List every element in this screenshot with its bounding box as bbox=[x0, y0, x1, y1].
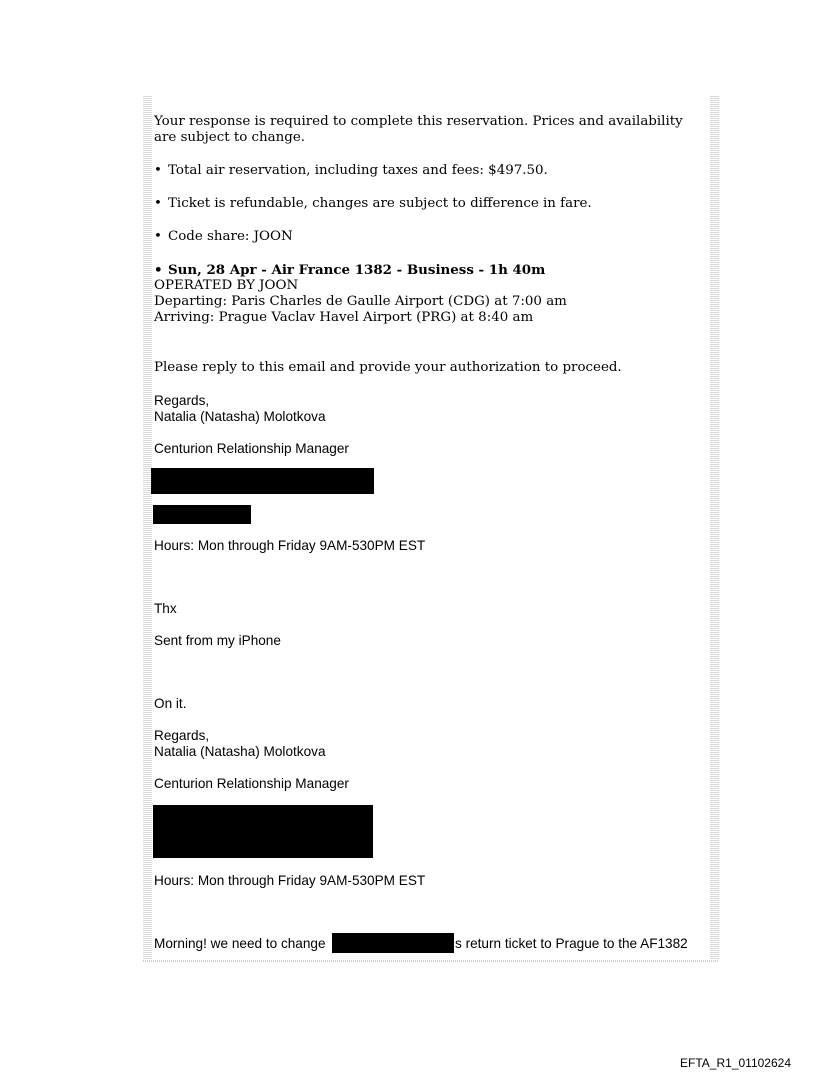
sent-from-iphone: Sent from my iPhone bbox=[154, 633, 281, 648]
bullet-glyph: • bbox=[154, 229, 162, 244]
intro-line-2: are subject to change. bbox=[154, 130, 306, 145]
bullet-glyph: • bbox=[154, 163, 162, 178]
signature-regards: Regards, bbox=[154, 728, 210, 743]
flight-header-text: Sun, 28 Apr - Air France 1382 - Business - 1h 40m bbox=[168, 262, 546, 278]
bullet-item-refundable bbox=[154, 196, 592, 212]
bullet-text: Total air reservation, including taxes and fees: $497.50. bbox=[168, 163, 548, 178]
last-message-before: Morning! we need to change bbox=[154, 936, 326, 951]
flight-arriving: Arriving: Prague Vaclav Havel Airport (PRG) at 8:40 am bbox=[154, 310, 534, 325]
signature-hours: Hours: Mon through Friday 9AM-530PM EST bbox=[154, 538, 426, 553]
flight-operated-by: OPERATED BY JOON bbox=[154, 278, 299, 293]
bullet-glyph: • bbox=[154, 262, 163, 278]
bullet-item-total bbox=[154, 163, 548, 179]
redaction-block bbox=[153, 505, 251, 524]
frame-left-border bbox=[143, 96, 152, 962]
frame-right-border bbox=[710, 96, 719, 962]
flight-departing: Departing: Paris Charles de Gaulle Airport (CDG) at 7:00 am bbox=[154, 294, 567, 309]
flight-header bbox=[154, 262, 545, 278]
last-message-after: s return ticket to Prague to the AF1382 bbox=[455, 936, 688, 951]
signature-name: Natalia (Natasha) Molotkova bbox=[154, 409, 326, 424]
reply-on-it: On it. bbox=[154, 696, 187, 711]
reply-request: Please reply to this email and provide your authorization to proceed. bbox=[154, 360, 622, 375]
signature-title: Centurion Relationship Manager bbox=[154, 776, 349, 791]
redaction-block bbox=[151, 468, 374, 494]
reply-thx: Thx bbox=[154, 601, 177, 616]
signature-name: Natalia (Natasha) Molotkova bbox=[154, 744, 326, 759]
bullet-text: Ticket is refundable, changes are subject to difference in fare. bbox=[168, 196, 592, 211]
intro-line-1: Your response is required to complete this reservation. Prices and availability bbox=[154, 114, 683, 129]
signature-hours: Hours: Mon through Friday 9AM-530PM EST bbox=[154, 873, 426, 888]
document-id: EFTA_R1_01102624 bbox=[680, 1056, 791, 1070]
frame-bottom-border bbox=[143, 960, 719, 962]
bullet-text: Code share: JOON bbox=[168, 229, 293, 244]
bullet-item-codeshare bbox=[154, 229, 293, 245]
bullet-glyph: • bbox=[154, 196, 162, 211]
redaction-block bbox=[153, 805, 373, 858]
signature-title: Centurion Relationship Manager bbox=[154, 441, 349, 456]
signature-regards: Regards, bbox=[154, 393, 210, 408]
redaction-block bbox=[332, 933, 454, 953]
